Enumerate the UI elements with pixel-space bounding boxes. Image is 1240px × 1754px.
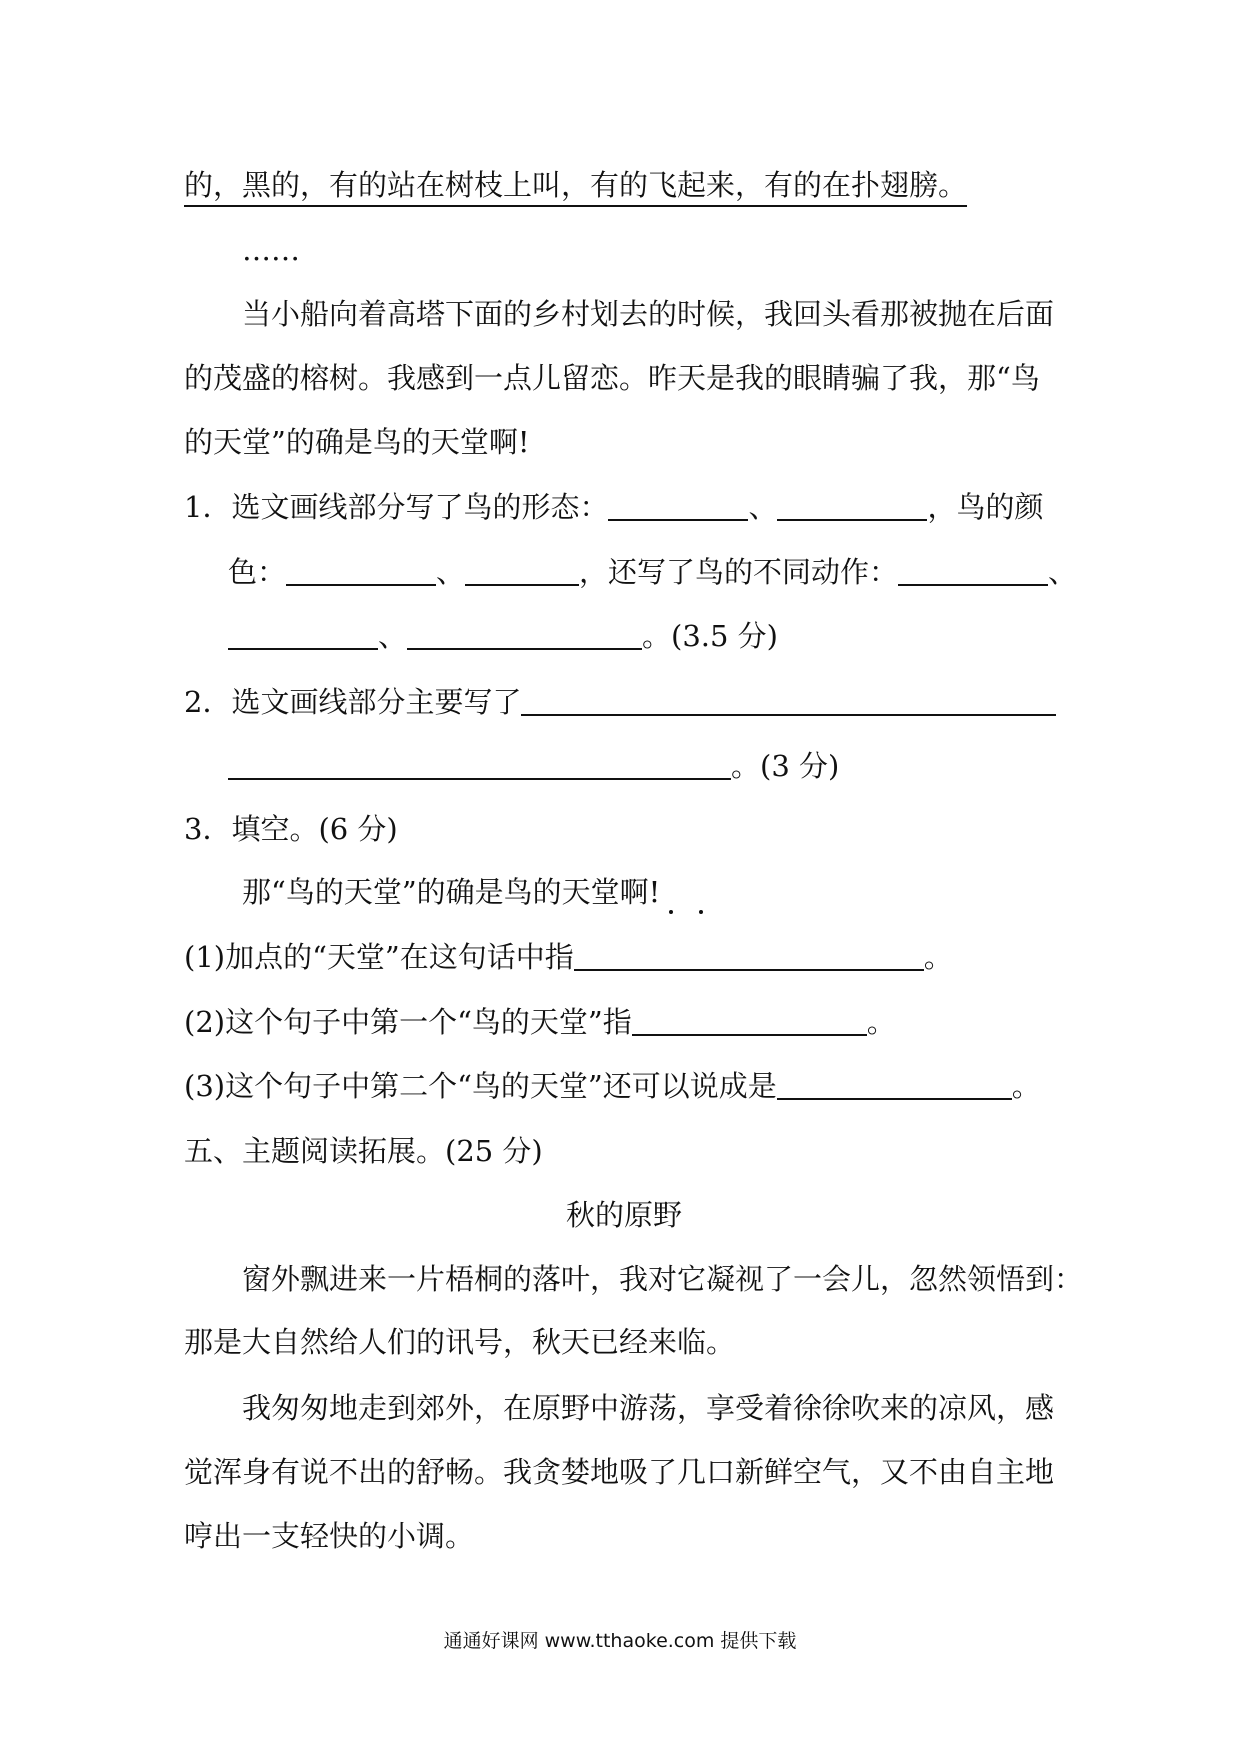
part-3-text: (3)这个句子中第二个“鸟的天堂”还可以说成是 <box>184 1069 777 1103</box>
question-3-part-2 <box>184 1000 1064 1044</box>
passage-paragraph-line: 窗外飘进来一片梧桐的落叶，我对它凝视了一会儿，忽然领悟到： <box>242 1262 1084 1296</box>
answer-blank[interactable] <box>632 1004 867 1036</box>
answer-blank[interactable] <box>898 554 1048 586</box>
period: 。 <box>866 1005 896 1039</box>
question-2-line-2 <box>228 744 1064 788</box>
question-2-prefix: 2．选文画线部分主要写了 <box>184 685 522 719</box>
ellipsis: …… <box>242 233 300 267</box>
passage-paragraph-line: 那是大自然给人们的讯号，秋天已经来临。 <box>184 1325 736 1359</box>
answer-blank[interactable] <box>574 939 924 971</box>
example-sentence: 那“鸟的天堂”的确是鸟的天堂啊! <box>242 875 661 909</box>
question-1-line-3 <box>228 614 1064 658</box>
underlined-passage-line: 的，黑的，有的站在树枝上叫，有的飞起来，有的在扑翅膀。 <box>184 168 968 202</box>
answer-blank[interactable] <box>286 554 436 586</box>
part-2-text: (2)这个句子中第一个“鸟的天堂”指 <box>184 1005 632 1039</box>
question-3-heading: 3．填空。(6 分) <box>184 812 398 846</box>
separator: 、 <box>1048 555 1078 589</box>
separator: 、 <box>436 555 466 589</box>
part-1-text: (1)加点的“天堂”在这句话中指 <box>184 940 574 974</box>
emphasis-dot <box>669 910 673 914</box>
question-1-text: 色： <box>228 555 287 589</box>
section-5-heading: 五、主题阅读拓展。(25 分) <box>184 1134 543 1168</box>
answer-blank[interactable] <box>777 489 927 521</box>
question-3-sentence <box>184 870 1122 914</box>
period: 。 <box>1011 1069 1041 1103</box>
answer-blank[interactable] <box>228 618 378 650</box>
question-2-score: 。(3 分) <box>731 749 840 783</box>
answer-blank[interactable] <box>228 748 731 780</box>
question-2-line-1 <box>184 680 1064 724</box>
question-1-prefix: 1．选文画线部分写了鸟的形态： <box>184 490 609 524</box>
passage-paragraph-line: 的茂盛的榕树。我感到一点儿留恋。昨天是我的眼睛骗了我，那“鸟 <box>184 361 1040 395</box>
question-3-part-1 <box>184 935 1064 979</box>
separator: 、 <box>378 619 408 653</box>
answer-blank[interactable] <box>608 489 748 521</box>
question-1-text: ，还写了鸟的不同动作： <box>579 555 899 589</box>
question-1-line-1 <box>184 485 1064 529</box>
answer-blank[interactable] <box>777 1068 1012 1100</box>
emphasis-dot <box>699 910 703 914</box>
passage-paragraph-line: 当小船向着高塔下面的乡村划去的时候，我回头看那被抛在后面 <box>242 297 1055 331</box>
passage-title: 秋的原野 <box>565 1198 682 1232</box>
passage-paragraph-line: 我匆匆地走到郊外，在原野中游荡，享受着徐徐吹来的凉风，感 <box>242 1391 1055 1425</box>
answer-blank[interactable] <box>465 554 579 586</box>
question-1-line-2 <box>228 550 1078 594</box>
page-footer: 通通好课网 www.tthaoke.com 提供下载 <box>443 1630 797 1652</box>
question-1-score: 。(3.5 分) <box>642 619 778 653</box>
passage-paragraph-line: 哼出一支轻快的小调。 <box>184 1519 475 1553</box>
question-3-part-3 <box>184 1064 1064 1108</box>
period: 。 <box>923 940 953 974</box>
passage-paragraph-line: 的天堂”的确是鸟的天堂啊! <box>184 425 530 459</box>
answer-blank[interactable] <box>407 618 642 650</box>
passage-paragraph-line: 觉浑身有说不出的舒畅。我贪婪地吸了几口新鲜空气，又不由自主地 <box>184 1455 1055 1489</box>
question-1-text: ，鸟的颜 <box>927 490 1044 524</box>
answer-blank[interactable] <box>521 684 1056 716</box>
separator: 、 <box>748 490 778 524</box>
